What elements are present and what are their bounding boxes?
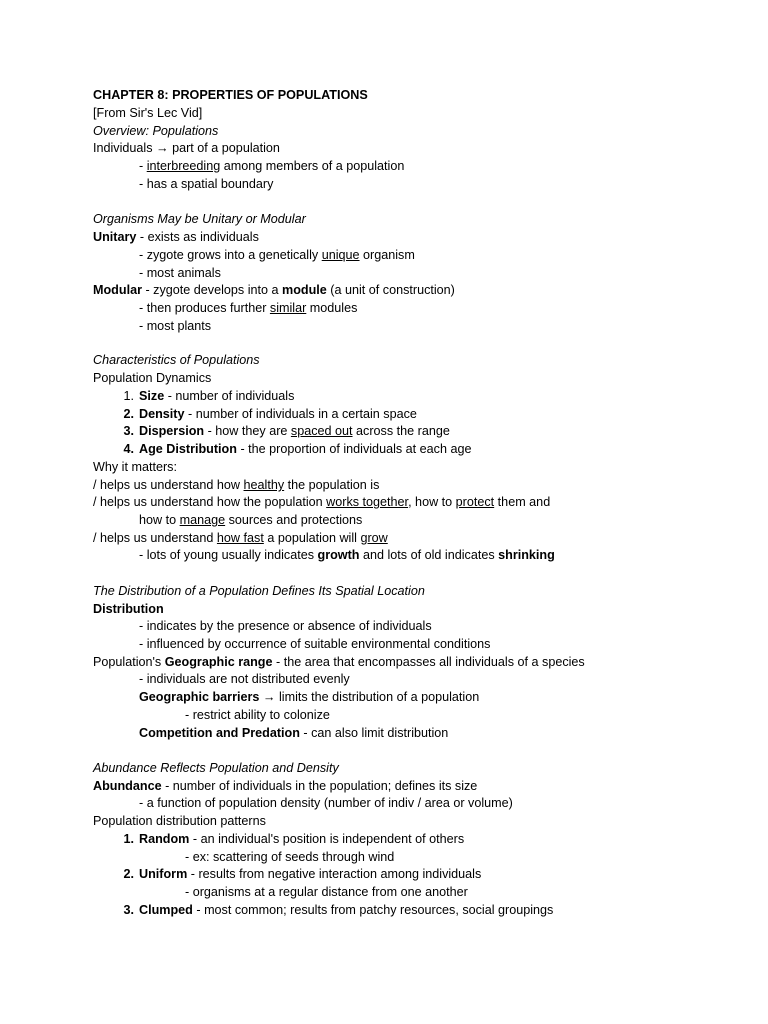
unitary-bullet-2: - most animals xyxy=(139,266,221,280)
abundance-bullet: - a function of population density (number of indiv / area or volume) xyxy=(139,796,513,810)
unitary-definition: Unitary - exists as individuals xyxy=(93,230,259,244)
pattern-uniform-sub: - organisms at a regular distance from one another xyxy=(185,885,468,899)
chapter-title: CHAPTER 8: PROPERTIES OF POPULATIONS xyxy=(93,88,368,102)
section-heading-distribution: The Distribution of a Population Defines Its Spatial Location xyxy=(93,584,425,598)
competition-predation-line: Competition and Predation - can also limit distribution xyxy=(139,726,449,740)
distribution-patterns-label: Population distribution patterns xyxy=(93,814,266,828)
geographic-range-definition: Population's Geographic range - the area that encompasses all individuals of a species xyxy=(93,655,585,669)
section-heading-abundance: Abundance Reflects Population and Density xyxy=(93,761,339,775)
geographic-barriers-line: Geographic barriers → limits the distribution of a population xyxy=(139,690,480,704)
modular-definition: Modular - zygote develops into a module (a unit of construction) xyxy=(93,283,455,297)
overview-bullet-1: - interbreeding among members of a population xyxy=(139,159,405,173)
geographic-barriers-sub: - restrict ability to colonize xyxy=(185,708,330,722)
why-line-2-continued: how to manage sources and protections xyxy=(139,513,363,527)
population-dynamics-label: Population Dynamics xyxy=(93,371,212,385)
overview-bullet-2: - has a spatial boundary xyxy=(139,177,274,191)
why-line-1: / helps us understand how healthy the population is xyxy=(93,478,380,492)
distribution-term: Distribution xyxy=(93,602,164,616)
distribution-bullet-1: - indicates by the presence or absence of individuals xyxy=(139,619,432,633)
section-heading-unitary-modular: Organisms May be Unitary or Modular xyxy=(93,212,306,226)
modular-bullet-1: - then produces further similar modules xyxy=(139,301,358,315)
section-heading-overview: Overview: Populations xyxy=(93,124,219,138)
document-page: CHAPTER 8: PROPERTIES OF POPULATIONS [From Sir's Lec Vid] Overview: Populations Individuals → part of a population - interbreeding among members of a population - has a spatial boundary Organisms May be Unitary or Modular Unitary - exists as individuals - zygote grows into a genetically unique organism - most animals Modular - zygote develops into a module (a unit of construction) - then produces further similar modules - most plants Characteristics of Populations Population Dynamics 1. Size - number of individuals 2. Density - number of individuals in a certain space 3. Dispersion - how they are spaced out across the range 4. Age Distribution - the proportion of individuals at each age Why it matters: / helps us understand how healthy the population is / helps us understand how the population works together, how to protect them and how to manage sources and protections / helps us understand how fast a population will grow - lots of young usually indicates growth and lots of old indicates shrinking The Distribution of a Population Defines Its Spatial Location Distribution - indicates by the presence or absence of individuals - influenced by occurrence of suitable environmental conditions Population's Geographic range - the area that encompasses all individuals of a species - individuals are not distributed evenly Geographic barriers → limits the distribution of a population - restrict ability to colonize Competition and Predation - can also limit distribution Abundance Reflects Population and Density Abundance - number of individuals in the population; defines its size - a function of population density (number of indiv / area or volume) Population distribution patterns 1. Random - an individual's position is independent of others - ex: scattering of seeds through wind 2. Uniform - results from negative interaction among individuals - organisms at a regular distance from one another 3. Clumped - most common; results from patchy resources, social groupings xyxy=(93,88,585,917)
why-it-matters-label: Why it matters: xyxy=(93,460,177,474)
abundance-definition: Abundance - number of individuals in the population; defines its size xyxy=(93,779,478,793)
geographic-range-bullet: - individuals are not distributed evenly xyxy=(139,672,350,686)
why-line-2: / helps us understand how the population works together, how to protect them and xyxy=(93,495,551,509)
overview-intro: Individuals → part of a population xyxy=(93,141,280,155)
why-line-4: - lots of young usually indicates growth and lots of old indicates shrinking xyxy=(139,548,555,562)
source-note: [From Sir's Lec Vid] xyxy=(93,106,203,120)
pattern-random-sub: - ex: scattering of seeds through wind xyxy=(185,850,395,864)
modular-bullet-2: - most plants xyxy=(139,319,212,333)
unitary-bullet-1: - zygote grows into a genetically unique organism xyxy=(139,248,415,262)
section-heading-characteristics: Characteristics of Populations xyxy=(93,353,260,367)
distribution-bullet-2: - influenced by occurrence of suitable environmental conditions xyxy=(139,637,491,651)
why-line-3: / helps us understand how fast a population will grow xyxy=(93,531,388,545)
